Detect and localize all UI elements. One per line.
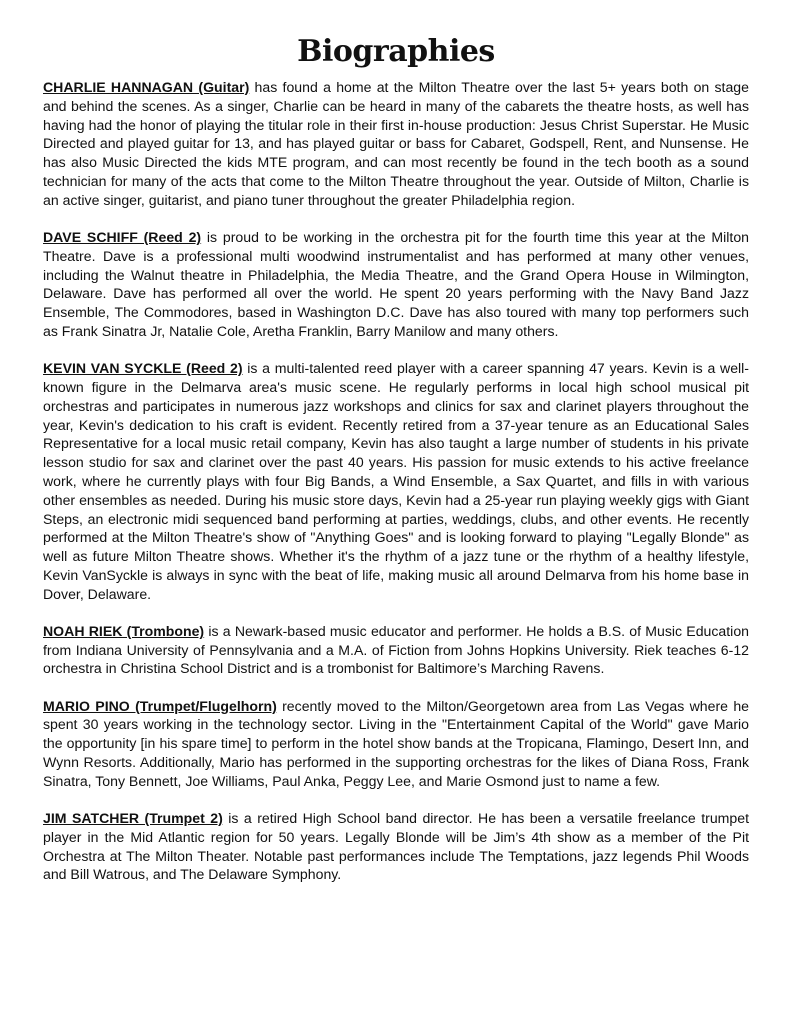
- bio-text: is a Newark-based music educator and performer. He holds a B.S. of Music Education from Indiana University of Pennsylvania and a M.A. of Fiction from Johns Hopkins University. Riek teaches 6-12 orchestra in Christina School District and is a trombonist for Baltimore’s Marching Ravens.: [43, 622, 749, 677]
- bio-name: DAVE SCHIFF (Reed 2): [43, 228, 202, 245]
- bio-kevin-van-syckle: [43, 359, 749, 603]
- bio-text: is a retired High School band director. He has been a versatile freelance trumpet player in the Mid Atlantic region for 50 years. Legally Blonde will be Jim’s 4th show as a member of the Pit Orchestra at The Milton Theater. Notable past performances include The Temptations, jazz legends Phil Woods and Bill Watrous, and The Delaware Symphony.: [43, 810, 749, 883]
- bio-name: KEVIN VAN SYCKLE (Reed 2): [43, 360, 243, 377]
- bio-noah-riek: [43, 622, 749, 678]
- page-title: Biographies: [297, 34, 495, 69]
- bio-name: CHARLIE HANNAGAN (Guitar): [43, 79, 250, 95]
- bio-name: MARIO PINO (Trumpet/Flugelhorn): [43, 697, 277, 714]
- biographies-page: [43, 30, 749, 903]
- bio-jim-satcher: [43, 809, 749, 884]
- bio-name: NOAH RIEK (Trombone): [43, 622, 205, 639]
- bio-text: is proud to be working in the orchestra pit for the fourth time this year at the Milton Theatre. Dave is a professional multi woodwind instrumentalist and has performed at many other venues, including the Walnut theatre in Philadelphia, the Media Theatre, and the Grand Opera House in Wilmington, Delaware. Dave has performed all over the world. He spent 20 years performing with the Navy Band Jazz Ensemble, The Commodores, based in Washington D.C. Dave has also toured with many top performers such as Frank Sinatra Jr, Natalie Cole, Aretha Franklin, Barry Manilow and many others.: [43, 228, 749, 339]
- bio-text: has found a home at the Milton Theatre over the last 5+ years both on stage and behind the scenes. As a singer, Charlie can be heard in many of the cabarets the theatre hosts, as well has having had the honor of playing the titular role in their first in-house production: Jesus Christ Superstar. He Music Directed and played guitar for 13, and has played guitar or bass for Cabaret, Godspell, Rent, and Nunsense. He has also Music Directed the kids MTE program, and can most recently be found in the tech booth as a sound technician for many of the acts that come to the Milton Theatre throughout the year. Outside of Milton, Charlie is an active singer, guitarist, and piano tuner throughout the greater Philadelphia region.: [43, 79, 749, 208]
- bio-text: recently moved to the Milton/Georgetown area from Las Vegas where he spent 30 years working in the technology sector. Living in the "Entertainment Capital of the World" gave Mario the opportunity [in his spare time] to perform in the hotel show bands at the Tropicana, Flamingo, Desert Inn, and Wynn Resorts. Additionally, Mario has performed in the supporting orchestras for the likes of Diana Ross, Frank Sinatra, Tony Bennett, Joe Williams, Paul Anka, Peggy Lee, and Marie Osmond just to name a few.: [43, 697, 749, 789]
- bio-charlie-hannagan: [43, 78, 749, 210]
- bio-text: is a multi-talented reed player with a career spanning 47 years. Kevin is a well-known figure in the Delmarva area's music scene. He regularly performs in local high school musical pit orchestras and participates in numerous jazz workshops and clinics for sax and clarinet players throughout the year, Kevin's dedication to his craft is evident. Recently retired from a 37-year tenure as an Educational Sales Representative for a local music retail company, Kevin has also taught a large number of students in his private lesson studio for sax and clarinet over the past 40 years. His passion for music extends to his active freelance work, where he currently plays with four Big Bands, a Wind Ensemble, a Sax Quartet, and fills in with various other ensembles as needed. During his music store days, Kevin had a 25-year run playing weekly gigs with Giant Steps, an electronic midi sequenced band performing at parties, weddings, clubs, and other events. He recently performed at the Milton Theatre's show of "Anything Goes" and is looking forward to playing "Legally Blonde" as well as future Milton Theatre shows. Whether it's the rhythm of a jazz tune or the rhythm of a healthy lifestyle, Kevin VanSyckle is always in sync with the beat of life, making music all around Delmarva from his home base in Dover, Delaware.: [43, 360, 749, 602]
- bio-mario-pino: [43, 697, 749, 791]
- bio-name: JIM SATCHER (Trumpet 2): [43, 810, 223, 827]
- bio-dave-schiff: [43, 228, 749, 341]
